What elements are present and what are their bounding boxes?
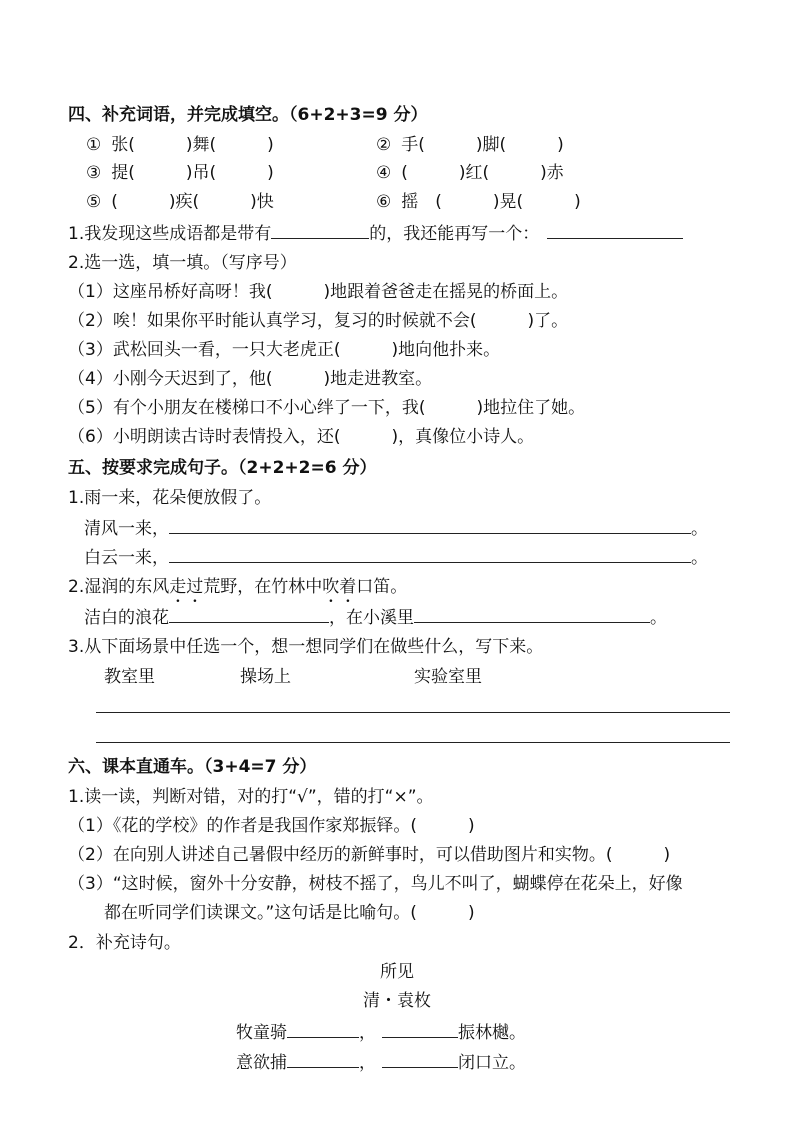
poem-line-1: 牧童骑 ， 振林樾。 xyxy=(236,1023,526,1043)
section5-q1: 1.雨一来，花朵便放假了。 xyxy=(68,488,272,508)
section5-q3: 3.从下面场景中任选一个，想一想同学们在做些什么，写下来。 xyxy=(68,637,544,657)
poem-blank-2[interactable] xyxy=(382,1021,458,1038)
section4-title: 四、补充词语，并完成填空。（6+2+3=9 分） xyxy=(68,105,428,125)
q1-line-cloud: 白云一来， 。 xyxy=(84,548,708,568)
judge-item-3-cont: 都在听同学们读课文。”这句话是比喻句。( ) xyxy=(104,903,475,923)
section6-q1: 1.读一读，判断对错，对的打“√”，错的打“×”。 xyxy=(68,787,434,807)
poem-author: 清・袁枚 xyxy=(363,991,431,1011)
q1-blank-2[interactable] xyxy=(547,222,683,239)
q2-item-1: （1）这座吊桥好高呀！我( )地跟着爸爸走在摇晃的桥面上。 xyxy=(68,282,569,302)
section6-title: 六、课本直通车。（3+4=7 分） xyxy=(68,757,317,777)
stream-blank[interactable] xyxy=(414,606,650,623)
idiom-item-4: ④ ( )红( )赤 xyxy=(376,163,564,183)
breeze-blank[interactable] xyxy=(169,517,691,534)
q2-item-5: （5）有个小朋友在楼梯口不小心绊了一下，我( )地拉住了她。 xyxy=(68,398,586,418)
q2-item-3: （3）武松回头一看，一只大老虎正( )地向他扑来。 xyxy=(68,340,501,360)
section5-q2: 2.湿润的东风走过荒野，在竹林中吹着口笛。 xyxy=(68,577,408,597)
writing-line-1[interactable] xyxy=(96,712,730,713)
scene-playground: 操场上 xyxy=(240,667,291,687)
scene-lab: 实验室里 xyxy=(414,667,482,687)
q2-imitate-line: 洁白的浪花 ，在小溪里 。 xyxy=(84,608,667,628)
section4-q1: 1.我发现这些成语都是带有 的，我还能再写一个： xyxy=(68,222,683,245)
section4-q2: 2.选一选，填一填。（写序号） xyxy=(68,253,297,273)
section5-title: 五、按要求完成句子。（2+2+2=6 分） xyxy=(68,458,377,478)
idiom-item-5: ⑤ ( )疾( )快 xyxy=(86,192,274,212)
scene-classroom: 教室里 xyxy=(104,667,155,687)
idiom-item-6: ⑥ 摇 ( )晃( ) xyxy=(376,192,581,212)
wave-blank[interactable] xyxy=(169,606,329,623)
q2-item-2: （2）唉！如果你平时能认真学习，复习的时候就不会( )了。 xyxy=(68,311,569,331)
idiom-item-3: ③ 提( )吊( ) xyxy=(86,163,274,183)
section6-q2: 2．补充诗句。 xyxy=(68,933,181,953)
writing-line-2[interactable] xyxy=(96,742,730,743)
poem-blank-4[interactable] xyxy=(382,1051,458,1068)
poem-title: 所见 xyxy=(380,962,414,982)
q2-item-4: （4）小刚今天迟到了，他( )地走进教室。 xyxy=(68,369,433,389)
cloud-blank[interactable] xyxy=(169,546,691,563)
poem-blank-1[interactable] xyxy=(287,1021,359,1038)
poem-line-2: 意欲捕 ， 闭口立。 xyxy=(236,1053,526,1073)
judge-item-1: （1）《花的学校》的作者是我国作家郑振铎。( ) xyxy=(68,816,475,836)
poem-blank-3[interactable] xyxy=(287,1051,359,1068)
idiom-item-2: ② 手( )脚( ) xyxy=(376,135,564,155)
q1-blank-1[interactable] xyxy=(271,222,369,239)
q1-line-breeze: 清风一来， 。 xyxy=(84,519,708,539)
judge-item-2: （2）在向别人讲述自己暑假中经历的新鲜事时，可以借助图片和实物。( ) xyxy=(68,845,671,865)
q2-item-6: （6）小明朗读古诗时表情投入，还( )，真像位小诗人。 xyxy=(68,427,535,447)
judge-item-3: （3）“这时候，窗外十分安静，树枝不摇了，鸟儿不叫了，蝴蝶停在花朵上，好像 xyxy=(68,874,683,894)
idiom-item-1: ① 张( )舞( ) xyxy=(86,135,274,155)
